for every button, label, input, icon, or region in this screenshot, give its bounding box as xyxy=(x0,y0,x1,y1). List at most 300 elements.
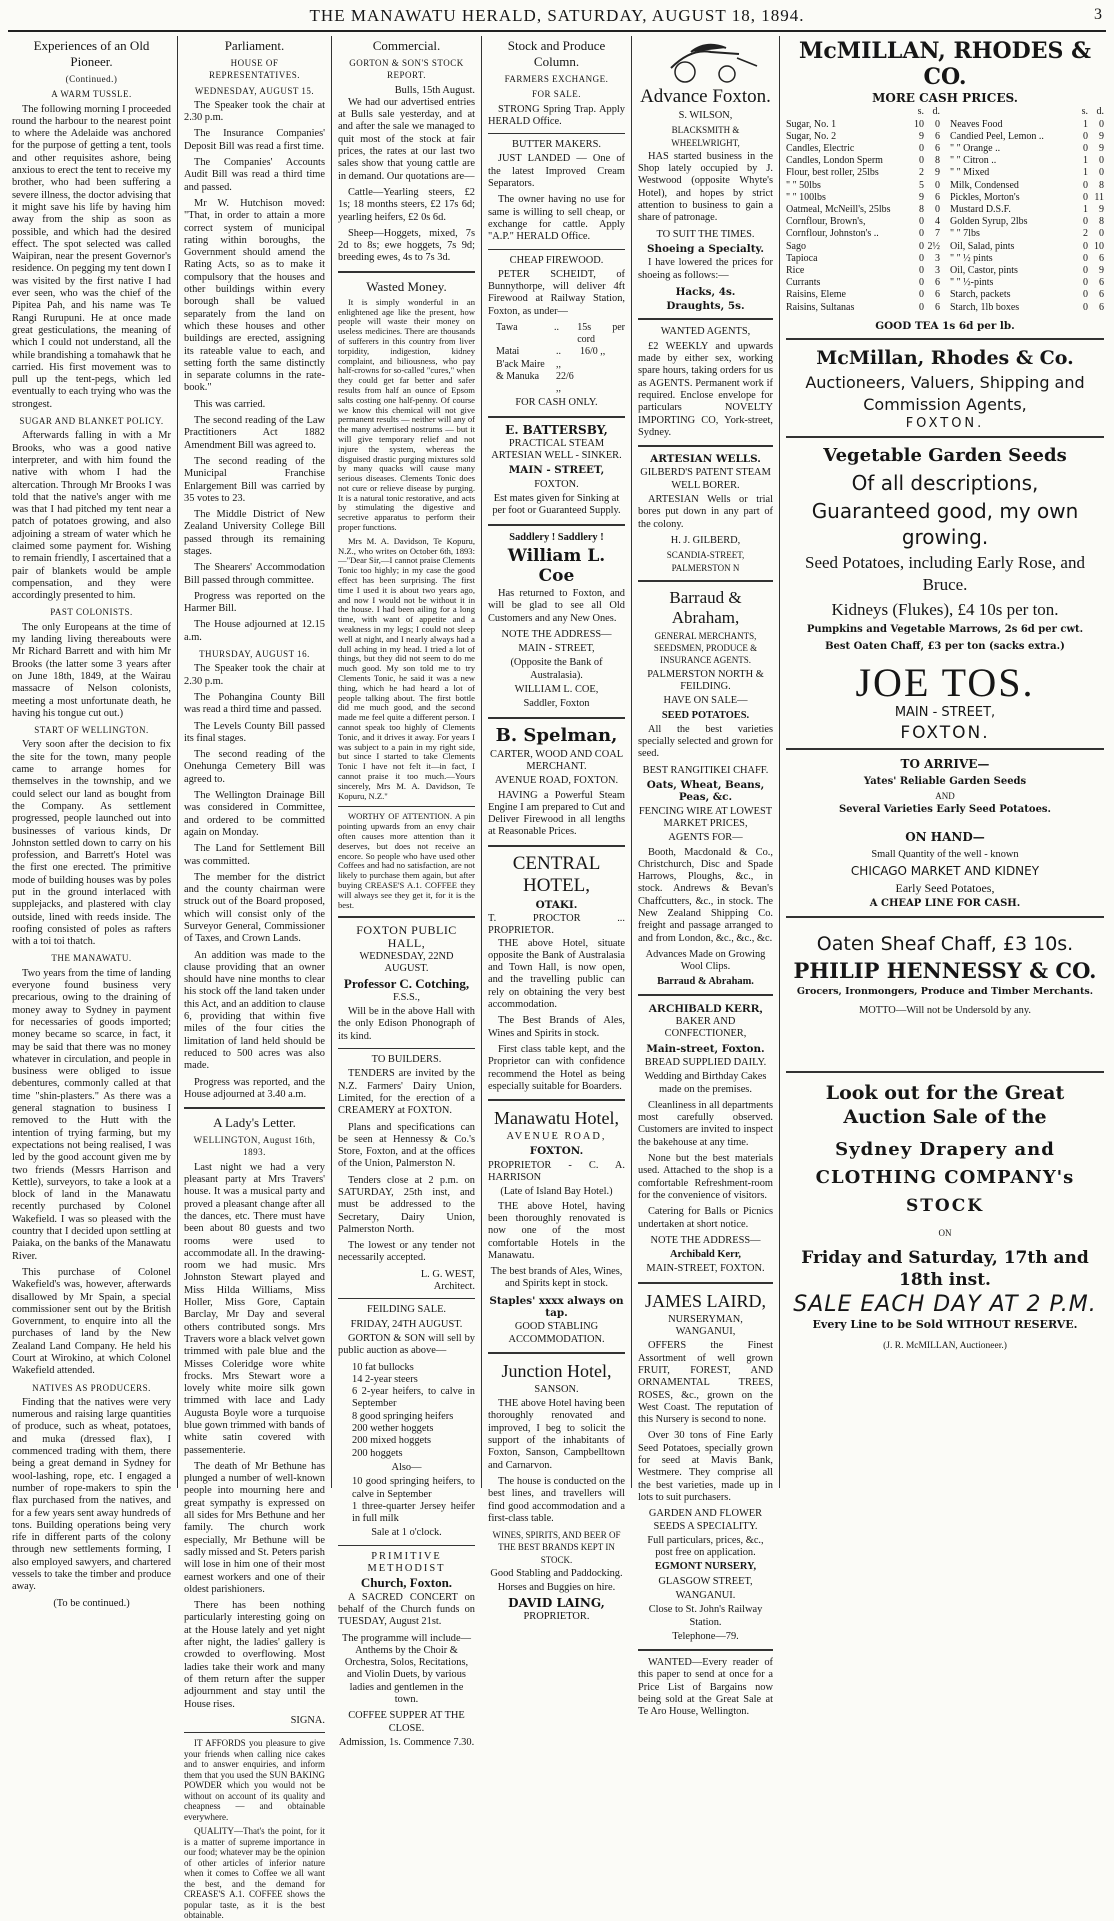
page-number: 3 xyxy=(1094,6,1102,23)
price-pence: 9 xyxy=(1099,142,1104,154)
subheading: A WARM TUSSLE. xyxy=(51,89,132,100)
ad-proprietor: T. PROCTOR ... PROPRIETOR. xyxy=(488,912,625,937)
price-row xyxy=(786,167,940,179)
unit-shillings: s. xyxy=(917,106,924,118)
advert-baking-powder: IT AFFORDS you pleasure to give your friends when calling nice cakes and to answer enquiries, and inform them that you used the SUN BAKING POWDER which you would not be without on account of its quality and cheapness — and obtainable everywhere. xyxy=(184,1738,325,1822)
ad-signature: Barraud & Abraham. xyxy=(657,975,754,987)
ad-signature: WILLIAM L. COE, xyxy=(514,684,599,696)
divider xyxy=(488,133,625,134)
ad-detail: Guaranteed good, my own growing. xyxy=(811,499,1079,550)
price-row xyxy=(950,204,1104,216)
paragraph: Wedding and Birthday Cakes made on the premises. xyxy=(644,1071,767,1095)
ad-price: Kidneys (Flukes), £4 10s per ton. xyxy=(831,600,1059,620)
ad-name: ARCHIBALD KERR, xyxy=(648,1000,763,1015)
price-shillings: 0 xyxy=(919,228,924,240)
subheading: START OF WELLINGTON. xyxy=(34,725,149,736)
price-shillings: 2 xyxy=(1083,228,1088,240)
divider xyxy=(184,1732,325,1733)
ad-name: Professor C. Cotching, xyxy=(343,975,470,991)
price-row xyxy=(786,143,940,155)
price-pence: 6 xyxy=(1099,277,1104,289)
price-shillings: 0 xyxy=(919,216,924,228)
paragraph: The Shearers' Accommodation Bill passed through committee. xyxy=(184,562,325,586)
price-item-name: Cornflour, Johnston's .. xyxy=(786,228,879,240)
price-rows xyxy=(950,119,1104,314)
firewood-price-cell: .. xyxy=(554,322,559,334)
paragraph: This purchase of Colonel Wakefield's was, however, afterwards disallowed by Mr Spain, a special commissioner sent out by the British Government, to enquire into all the purchases of land by the New Zealand Land Company. He held his Court at Wirokino, at which Colonel Wakefield attended. xyxy=(12,1266,171,1377)
paragraph: The Insurance Companies' Deposit Bill was read a first time. xyxy=(184,128,325,152)
subheading: HOUSE OF REPRESENTATIVES. xyxy=(208,58,301,81)
ad-detail: Telephone—79. xyxy=(672,1630,739,1642)
price-shillings: 0 xyxy=(919,264,924,276)
ad-detail: GILBERD'S PATENT STEAM WELL BORER. xyxy=(640,467,771,491)
price-row xyxy=(950,289,1104,301)
ad-admission: Admission, 1s. Commence 7.30. xyxy=(338,1736,475,1748)
price-shillings: 0 xyxy=(1083,179,1088,191)
ad-heading: Saddlery ! Saddlery ! xyxy=(509,531,604,543)
paragraph: Sheep—Hoggets, mixed, 7s 2d to 8s; ewe hoggets, 7s 9d; breeding ewes, 4s to 7s 3d. xyxy=(338,227,475,264)
price-shillings: 1 xyxy=(1083,155,1088,167)
ad-heading: ARTESIAN WELLS. xyxy=(650,453,761,466)
paragraph: Last night we had a very pleasant party at Mrs Travers' house. It was a musical party and proved a pleasant change after all the dances, etc. There must have been about 80 guests and two rooms were used to accommodate all. In the drawing-room we had music. Mrs Johnston Stewart played and Miss Hilda Williams, Miss Holler, Miss Gore, Captain Barclay, Mr Day and several others contributed songs. Mrs Travers wore a black velvet gown trimmed with pale blue and the Misses Coleridge wore white frocks. Mrs Stewart wore a lovely white moire silk gown trimmed with lace and Lady Augusta Boyle wore a turquoise blue gown trimmed with bands of white satin covered with passementerie. xyxy=(184,1161,325,1456)
paragraph: STRONG Spring Trap. Apply HERALD Office. xyxy=(488,103,625,127)
price-shillings: 9 xyxy=(919,191,924,203)
paragraph: Catering for Balls or Picnics undertaken at short notice. xyxy=(638,1206,773,1230)
ad-heading: SEED POTATOES. xyxy=(661,709,750,721)
price-shillings: 9 xyxy=(919,130,924,142)
paragraph: The house is conducted on the best lines, and travellers will find good accommodation and a first-class table. xyxy=(488,1475,625,1524)
article-heading-ladys-letter: A Lady's Letter. xyxy=(213,1115,296,1131)
price-shillings: 0 xyxy=(919,277,924,289)
price-item-name: Tapioca xyxy=(786,252,818,264)
price-shillings: 0 xyxy=(1083,191,1088,203)
divider xyxy=(184,1107,325,1109)
price-row xyxy=(786,253,940,265)
paragraph: Tenders close at 2 p.m. on SATURDAY, 25th inst, and must be addressed to the Secretary, Dairy Union, Palmerston North. xyxy=(338,1174,475,1235)
ad-detail: GARDEN AND FLOWER SEEDS A SPECIALITY. xyxy=(648,1508,763,1532)
ad-heading: Shoeing a Specialty. xyxy=(647,242,764,255)
to-be-continued: (To be continued.) xyxy=(53,1597,130,1609)
price-item-name: " " ½ pints xyxy=(950,252,993,264)
ad-name: JOE TOS. xyxy=(855,659,1035,705)
ad-name: Sydney Drapery and xyxy=(835,1138,1055,1160)
price-row xyxy=(786,216,940,228)
ad-detail: Yates' Reliable Garden Seeds xyxy=(863,775,1027,787)
ad-heading: TO BUILDERS. xyxy=(371,1054,442,1066)
price-row xyxy=(950,167,1104,179)
paragraph: The Pohangina County Bill was read a third time and passed. xyxy=(184,691,325,716)
ad-heading: Vegetable Garden Seeds xyxy=(823,445,1067,467)
ad-town: FOXTON. xyxy=(900,723,990,744)
divider xyxy=(488,1352,625,1354)
ad-terms: FOR CASH ONLY. xyxy=(515,397,598,409)
price-pence: 7 xyxy=(935,228,940,240)
price-row xyxy=(950,265,1104,277)
ad-street: MAIN - STREET, xyxy=(508,464,605,477)
paragraph: Will be in the above Hall with the only Edison Phonograph of its kind. xyxy=(338,1006,475,1042)
ad-name: PHILIP HENNESSY & CO. xyxy=(793,958,1097,984)
price-item-name: Sago xyxy=(786,240,806,252)
ad-detail: Early Seed Potatoes, xyxy=(895,880,995,895)
paragraph: The second reading of the Municipal Franchise Enlargement Bill was carried by 35 votes to 23. xyxy=(184,455,325,504)
price-shillings: 0 xyxy=(1083,264,1088,276)
paragraph: I have lowered the prices for shoeing as follows:— xyxy=(638,257,773,281)
sale-item: 200 wether hoggets xyxy=(352,1423,434,1435)
price-shillings: 0 xyxy=(1083,289,1088,301)
ad-detail: AND xyxy=(935,791,955,802)
paragraph: THE above Hotel, situate opposite the Bank of Australasia and Town Hall, is now open, and the travelling public can rely on obtaining the very best accommodation. xyxy=(488,937,625,1011)
ad-address: Main-street, Foxton. xyxy=(646,1042,765,1055)
price-pence: 3 xyxy=(935,264,940,276)
price-item-name: Golden Syrup, 2lbs xyxy=(950,216,1028,228)
ad-heading: PRIMITIVE METHODIST xyxy=(367,1550,446,1575)
price-pence: 6 xyxy=(935,130,940,142)
paragraph: HAS started business in the Shop lately occupied by J. Westwood (opposite Whyte's Hotel), and hopes by strict attention to business to gain a share of patronage. xyxy=(638,150,773,224)
paragraph: HAVING a Powerful Steam Engine I am prepared to Cut and Deliver Firewood in all lengths at Reasonable Prices. xyxy=(488,789,625,838)
divider xyxy=(786,916,1104,918)
ad-name: McMILLAN, RHODES & CO. xyxy=(799,38,1091,90)
firewood-price-list xyxy=(488,322,625,395)
price-item-name: Candles, Electric xyxy=(786,142,855,154)
price-pence: 9 xyxy=(935,167,940,179)
ad-heading: ON HAND— xyxy=(905,829,985,844)
ad-detail: FENCING WIRE AT LOWEST MARKET PRICES, xyxy=(638,805,773,829)
price-pence: 8 xyxy=(1099,179,1104,191)
price-shillings: 1 xyxy=(1083,167,1088,179)
ad-detail: HAVE ON SALE— xyxy=(663,695,748,707)
ad-detail: (Late of Island Bay Hotel.) xyxy=(500,1186,613,1198)
sale-item: 10 good springing heifers, to calve in September xyxy=(352,1476,475,1500)
firewood-price-cell: ,, xyxy=(556,358,561,370)
ad-name: CENTRAL HOTEL, xyxy=(512,852,601,896)
price-shillings: 0 xyxy=(919,289,924,301)
firewood-price-cell: Matai xyxy=(496,346,520,358)
ad-detail: Oats, Wheat, Beans, Peas, &c. xyxy=(646,779,765,804)
price-item-name: Milk, Condensed xyxy=(950,179,1019,191)
sale-item: 8 good springing heifers xyxy=(352,1410,454,1422)
subheading: THE MANAWATU. xyxy=(51,953,132,964)
ad-name: Manawatu Hotel, xyxy=(494,1108,619,1129)
ad-name: Junction Hotel, xyxy=(501,1360,612,1381)
dateline: THURSDAY, AUGUST 16. xyxy=(199,649,310,660)
ad-signature-role: Architect. xyxy=(433,1281,475,1293)
paragraph: Over 30 tons of Fine Early Seed Potatoes, specially grown for seed at Mavis Bank, Westmere. They comprise all the best varieties, made up in lots to suit purchasers. xyxy=(638,1430,773,1503)
ad-price: Pumpkins and Vegetable Marrows, 2s 6d per cwt. xyxy=(806,624,1084,636)
sale-item-list xyxy=(338,1362,475,1460)
paragraph: None but the best materials used. Attached to the shop is a comfortable Refreshment-room for the convenience of visitors. xyxy=(638,1153,773,1201)
paragraph: The Middle District of New Zealand University College Bill passed through its remaining stages. xyxy=(184,509,325,557)
price-item-name: Oil, Salad, pints xyxy=(950,240,1015,252)
ad-name: S. WILSON, xyxy=(678,110,733,121)
newspaper-title: THE MANAWATU HERALD, SATURDAY, AUGUST 18, 1894. xyxy=(309,6,805,25)
ad-price: Best Oaten Chaff, £3 per ton (sacks extra.) xyxy=(825,640,1065,652)
paragraph: The Land for Settlement Bill was committed. xyxy=(184,843,325,867)
price-row xyxy=(786,289,940,301)
price-item-name: Currants xyxy=(786,277,821,289)
paragraph: WANTED—Every reader of this paper to send at once for a Price List of Bargains now being sold at the Great Sale at Te Aro House, Wellington. xyxy=(638,1657,773,1718)
sale-item: 200 hoggets xyxy=(352,1447,403,1459)
divider xyxy=(638,580,773,582)
price-units xyxy=(950,106,1104,118)
paragraph: TENDERS are invited by the N.Z. Farmers' Dairy Union, Limited, for the erection of a CREAMERY at FOXTON. xyxy=(338,1068,475,1117)
subheading: NATIVES AS PRODUCERS. xyxy=(32,1382,151,1393)
ad-date: FRIDAY, 24TH AUGUST. xyxy=(350,1318,463,1330)
price-item-name: Mustard D.S.F. xyxy=(950,203,1011,215)
ad-address: AVENUE ROAD, xyxy=(506,1131,607,1143)
paragraph: Finding that the natives were very numerous and raising large quantities of produce, such as wheat, potatoes, and muka (dressed flax), I commenced trading with them, there being a great demand in Sydney for wool-lashing, rope, etc. I engaged a number of rope-makers to spin the flax purchased from the natives, and for a few years sent away hundreds of tons. Building operations being very rife in different parts of the colony through new settlements forming, I also employed sawyers, and chartered vessels to take the timber and produce away. xyxy=(12,1396,171,1593)
price-pence: 9 xyxy=(1099,203,1104,215)
paragraph: The Speaker took the chair at 2.30 p.m. xyxy=(184,99,325,124)
ad-date: Friday and Saturday, 17th and 18th inst. xyxy=(801,1248,1089,1291)
firewood-price-cell: Tawa xyxy=(496,322,518,334)
price-row xyxy=(950,143,1104,155)
divider xyxy=(638,318,773,320)
subheading: SUGAR AND BLANKET POLICY. xyxy=(19,416,164,427)
price-item-name: Neaves Food xyxy=(950,118,1003,130)
dateline: WEDNESDAY, AUGUST 15. xyxy=(194,85,315,96)
divider xyxy=(338,1048,475,1049)
ad-detail: BAKER AND CONFECTIONER, xyxy=(664,1016,747,1040)
paragraph: This was carried. xyxy=(194,398,266,410)
divider xyxy=(638,1282,773,1284)
price-row xyxy=(950,180,1104,192)
ad-price: Oaten Sheaf Chaff, £3 10s. xyxy=(816,933,1074,956)
ad-signature-role: Saddler, Foxton xyxy=(523,698,590,710)
price-item-name: " " Mixed xyxy=(950,167,990,179)
paragraph: We had our advertised entries at Bulls sale yesterday, and at and after the sale we managed to quit most of the stock at fair prices, the rates at our last two sales show that young cattle are in demand. Our quotations are— xyxy=(338,96,475,182)
ad-heading: CHEAP FIREWOOD. xyxy=(509,254,604,266)
column-pioneer xyxy=(6,36,178,1609)
price-row xyxy=(786,204,940,216)
paragraph: The programme will include—Anthems by the Choir & Orchestra, Solos, Recitations, and Violin Duets, by various ladies and gentlemen in the town. xyxy=(342,1632,471,1705)
price-pence: 0 xyxy=(1099,167,1104,179)
ad-detail: (Opposite the Bank of Australasia). xyxy=(510,657,603,681)
paragraph: Two years from the time of landing everyone found business very precarious, owing to the draining of money away to Sydney in payment for necessaries of goods imported; money became so scarce, in fact, it may be said that there was no money whatever in circulation, and people in business were obliged to issue debentures, commonly called at that time "shin-plasters." As there was a general stagnation to business I removed to the Hutt with the intention of trying farming, but my expectations not being realised, I was led by the good account given me by two friends (Messrs Harrison and Kettle), surveyors, to take a look at a block of land in the Manawatu recently purchased by Colonel Wakefield. I was so pleased with the country that I decided upon settling at Paiaka, on the banks of the Manawatu River. xyxy=(12,967,171,1262)
paragraph: The best brands of Ales, Wines, and Spirits kept in stock. xyxy=(490,1266,623,1290)
price-pence: 0 xyxy=(1099,118,1104,130)
ad-detail: Seed Potatoes, including Early Rose, and Bruce. xyxy=(805,553,1085,595)
ad-price: Draughts, 5s. xyxy=(666,300,745,313)
article-heading-wasted-money: Wasted Money. xyxy=(366,278,447,294)
ad-town: WANGANUI. xyxy=(675,1589,736,1601)
price-row xyxy=(950,216,1104,228)
divider xyxy=(488,416,625,418)
ad-town: SANSON. xyxy=(534,1383,579,1395)
paragraph: Booth, Macdonald & Co., Christchurch, Disc and Spade Harrows, Ploughs, &c., in stock. Andrews & Bevan's Chaffcutters, &c., in stock. The New Zealand Shipping Co. freight and passage arranged to and from London, &c., &c., &c. xyxy=(638,846,773,944)
ad-detail: GOOD STABLING ACCOMMODATION. xyxy=(508,1321,605,1345)
ad-name: Church, Foxton. xyxy=(360,1575,453,1591)
price-pence: 3 xyxy=(935,252,940,264)
price-pence: 0 xyxy=(935,179,940,191)
sale-item: 6 2-year heifers, to calve in September xyxy=(352,1386,475,1410)
price-row xyxy=(950,192,1104,204)
ad-address: GLASGOW STREET, xyxy=(658,1575,753,1587)
price-row xyxy=(786,192,940,204)
price-shillings: 0 xyxy=(919,240,924,252)
signature: SIGNA. xyxy=(290,1714,325,1726)
article-heading-commercial: Commercial. xyxy=(372,38,441,53)
subheading: PAST COLONISTS. xyxy=(50,607,133,618)
price-item-name: Oatmeal, McNeill's, 25lbs xyxy=(786,203,891,215)
price-row xyxy=(786,131,940,143)
price-pence: 6 xyxy=(1099,289,1104,301)
price-row xyxy=(950,228,1104,240)
paragraph: All the best varieties specially selected and grown for seed. xyxy=(638,723,773,760)
article-heading-parliament: Parliament. xyxy=(224,38,285,53)
ad-address: MAIN - STREET, xyxy=(894,704,996,720)
price-row xyxy=(786,302,940,314)
divider xyxy=(338,916,475,918)
ad-detail: Horses and Buggies on hire. xyxy=(497,1582,616,1594)
ad-name: Barraud & Abraham, xyxy=(669,587,742,627)
price-row xyxy=(950,302,1104,314)
firewood-price-row xyxy=(496,359,625,371)
ad-detail: Full particulars, prices, &c., post free on application. xyxy=(647,1534,764,1559)
price-pence: 0 xyxy=(1099,228,1104,240)
advert-coffee: QUALITY—That's the point, for it is a matter of supreme importance in our food; whatever may be the opinion of other articles of inferior nature when it comes to Coffee we all want the best, and the demand for CREASE'S A.1. COFFEE shows the popular taste, as it is the best obtainable. xyxy=(184,1826,325,1921)
divider xyxy=(488,1099,625,1101)
advert-coffee: WORTHY OF ATTENTION. A pin pointing upwards from an envy chair often causes more attention than it deserves, but does not receive an encore. So people who have used other Coffees and had no satisfaction, are not likely to purchase them again, but after buying CREASE'S A.1. COFFEE they will always see they get it, for it is the best. xyxy=(338,811,475,910)
divider xyxy=(338,1298,475,1299)
price-item-name: Sugar, No. 2 xyxy=(786,130,837,142)
ad-detail: Small Quantity of the well - known xyxy=(871,849,1019,861)
price-shillings: 10 xyxy=(914,118,924,130)
price-shillings: 0 xyxy=(1083,301,1088,313)
ad-detail: Of all descriptions, xyxy=(851,471,1039,496)
ad-signature: L. G. WEST, xyxy=(420,1268,475,1280)
ad-heading: FOXTON PUBLIC HALL, xyxy=(356,923,457,950)
paragraph: Progress was reported on the Harmer Bill. xyxy=(184,590,325,615)
ad-detail: AGENTS FOR— xyxy=(668,832,743,844)
price-item-name: " " 100lbs xyxy=(786,191,826,203)
paragraph: Has returned to Foxton, and will be glad to see all Old Customers and any New Ones. xyxy=(488,587,625,624)
ad-address: AVENUE ROAD, FOXTON. xyxy=(494,775,619,787)
paragraph: Cleanliness in all departments most carefully observed. Customers are invited to inspect the bakehouse at any time. xyxy=(638,1099,773,1148)
paragraph: ARTESIAN Wells or trial bores put down in any part of the colony. xyxy=(638,494,773,530)
price-pence: 6 xyxy=(935,277,940,289)
price-pence: 9 xyxy=(1099,130,1104,142)
ad-name: JAMES LAIRD, xyxy=(644,1290,766,1311)
ad-detail: Grocers, Ironmongers, Produce and Timber Merchants. xyxy=(796,986,1094,998)
paragraph: The Companies' Accounts Audit Bill was read a third time and passed. xyxy=(184,157,325,193)
ad-signature: (J. R. McMILLAN, Auctioneer.) xyxy=(883,1340,1007,1351)
price-shillings: 2 xyxy=(919,167,924,179)
unit-shillings: s. xyxy=(1081,106,1088,118)
paragraph: A SACRED CONCERT on behalf of the Church funds on TUESDAY, August 21st. xyxy=(338,1591,475,1628)
sale-item: 14 2-year steers xyxy=(352,1373,418,1385)
divider xyxy=(338,1545,475,1546)
price-pence: 6 xyxy=(935,142,940,154)
price-shillings: 0 xyxy=(919,252,924,264)
ad-detail: BREAD SUPPLIED DAILY. xyxy=(644,1057,767,1068)
divider xyxy=(488,249,625,250)
ad-detail: Good Stabling and Paddocking. xyxy=(490,1568,623,1580)
paragraph: Est mates given for Sinking at per foot or Guaranteed Supply. xyxy=(492,493,621,517)
price-shillings: 5 xyxy=(919,179,924,191)
paragraph: The lowest or any tender not necessarily accepted. xyxy=(338,1240,475,1264)
price-pence: 4 xyxy=(935,216,940,228)
paragraph: Very soon after the decision to fix the site for the town, many people came to arrange homes for themselves in the township, and we could select our land as bought from the Company. As settlement progressed, people launched out into businesses of various kinds, Dr Johnston settled down to carry on his profession, and Barrett's Hotel was the first one erected. The primitive mode of building houses was by poles put in the ground interlaced with supplejacks, and plastered with clay outside, lined with reeds inside. The roofing consisted of poles as rafters with a toi toi thatch. xyxy=(12,739,171,948)
ad-signature: Archibald Kerr, xyxy=(669,1249,741,1261)
ad-detail: ON xyxy=(938,1227,952,1238)
column-commercial xyxy=(332,36,482,1748)
price-item-name: Raisins, Sultanas xyxy=(786,301,855,313)
subheading: FARMERS EXCHANGE. xyxy=(504,74,609,84)
ad-town: FOXTON. xyxy=(534,478,579,490)
price-item-name: Candles, London Sperm xyxy=(786,155,883,167)
sale-item: 200 mixed hoggets xyxy=(352,1435,432,1447)
ad-street: MAIN - STREET, xyxy=(518,643,595,655)
ad-price: Hacks, 4s. xyxy=(675,285,736,298)
ad-name: B. Spelman, xyxy=(495,724,618,746)
ad-detail: NURSERYMAN, WANGANUI, xyxy=(668,1313,743,1338)
ad-address: SCANDIA-STREET, PALMERSTON N xyxy=(666,550,745,573)
sale-item: 10 fat bullocks xyxy=(352,1361,414,1373)
paragraph: GORTON & SON will sell by public auction as above— xyxy=(338,1332,475,1357)
ad-supper: COFFEE SUPPER AT THE CLOSE. xyxy=(348,1710,465,1734)
paragraph: There has been nothing particularly interesting going on at the House lately and yet night after night, the ladies' gallery is crowded to overflowing. Most ladies take their work and many of them return after the supper adjournment and stay until the House rises. xyxy=(184,1600,325,1710)
ad-detail: A CHEAP LINE FOR CASH. xyxy=(869,897,1021,909)
ad-town: FOXTON. xyxy=(905,416,985,432)
price-row xyxy=(786,119,940,131)
article-heading-pioneer: Experiences of an Old Pioneer. xyxy=(33,38,150,69)
price-row xyxy=(786,265,940,277)
ad-detail: WINES, SPIRITS, AND BEER OF THE BEST BRANDS KEPT IN STOCK. xyxy=(492,1530,621,1565)
price-row xyxy=(786,180,940,192)
price-item-name: Candied Peel, Lemon .. xyxy=(950,130,1044,142)
paragraph: The Wellington Drainage Bill was considered in Committee, and ordered to be committed again on Monday. xyxy=(184,790,325,838)
ad-heading: BUTTER MAKERS. xyxy=(512,139,601,151)
ad-name: E. BATTERSBY, xyxy=(505,422,608,437)
divider xyxy=(638,445,773,447)
masthead xyxy=(8,4,1106,32)
ad-time: Sale at 1 o'clock. xyxy=(371,1527,442,1539)
ad-heading: MORE CASH PRICES. xyxy=(872,91,1018,105)
price-units xyxy=(786,106,940,118)
firewood-price-row xyxy=(496,371,625,395)
ad-detail: CARTER, WOOD AND COAL MERCHANT. xyxy=(489,748,624,772)
price-shillings: 0 xyxy=(1083,277,1088,289)
subheading: GORTON & SON'S STOCK REPORT. xyxy=(349,58,464,81)
tea-price: GOOD TEA 1s 6d per lb. xyxy=(875,319,1015,332)
price-pence: 0 xyxy=(935,203,940,215)
paragraph: The only Europeans at the time of my landing living thereabouts were Mr Richard Barrett and with him Mr Brooks (the latter some 3 years after on June 18th, 1849, at the Wairau massacre of Nelson colonists, meeting a most unfortunate death, he having his tongue cut out.) xyxy=(12,621,171,719)
ad-address: PALMERSTON NORTH & FEILDING. xyxy=(647,668,764,692)
ad-detail: TO SUIT THE TIMES. xyxy=(656,228,755,240)
sale-item: 1 three-quarter Jersey heifer in full milk xyxy=(352,1500,475,1525)
paragraph: First class table kept, and the Proprietor can with confidence recommend the Hotel as being especially suitable for Boarders. xyxy=(488,1043,625,1092)
ad-signature: H. J. GILBERD, xyxy=(670,534,741,546)
firewood-price-cell: B'ack Maire xyxy=(496,358,545,370)
price-pence: 8 xyxy=(935,155,940,167)
ad-town: OTAKI. xyxy=(535,898,578,911)
article-heading-stock: Stock and Produce Column. xyxy=(507,38,606,69)
price-row xyxy=(786,228,940,240)
ad-detail: PRACTICAL STEAM ARTESIAN WELL - SINKER. xyxy=(491,437,622,462)
column-parliament xyxy=(178,36,332,1921)
price-pence: 6 xyxy=(935,191,940,203)
dateline: WELLINGTON, August 16th, 1893. xyxy=(193,1135,316,1158)
price-shillings: 0 xyxy=(1083,252,1088,264)
divider xyxy=(488,845,625,847)
ad-detail: BEST RANGITIKEI CHAFF. xyxy=(642,764,769,776)
price-item-name: Starch, 1lb boxes xyxy=(950,301,1020,313)
ad-note: NOTE THE ADDRESS— xyxy=(650,1234,761,1246)
price-item-name: Flour, best roller, 25lbs xyxy=(786,167,879,179)
price-row xyxy=(786,277,940,289)
paragraph: The member for the district and the county chairman were struck out of the Board proposed, which will consist only of the Surveyor General, Commissioner of Taxes, and Crown Lands. xyxy=(184,871,325,945)
column-local-adverts xyxy=(632,36,780,1718)
